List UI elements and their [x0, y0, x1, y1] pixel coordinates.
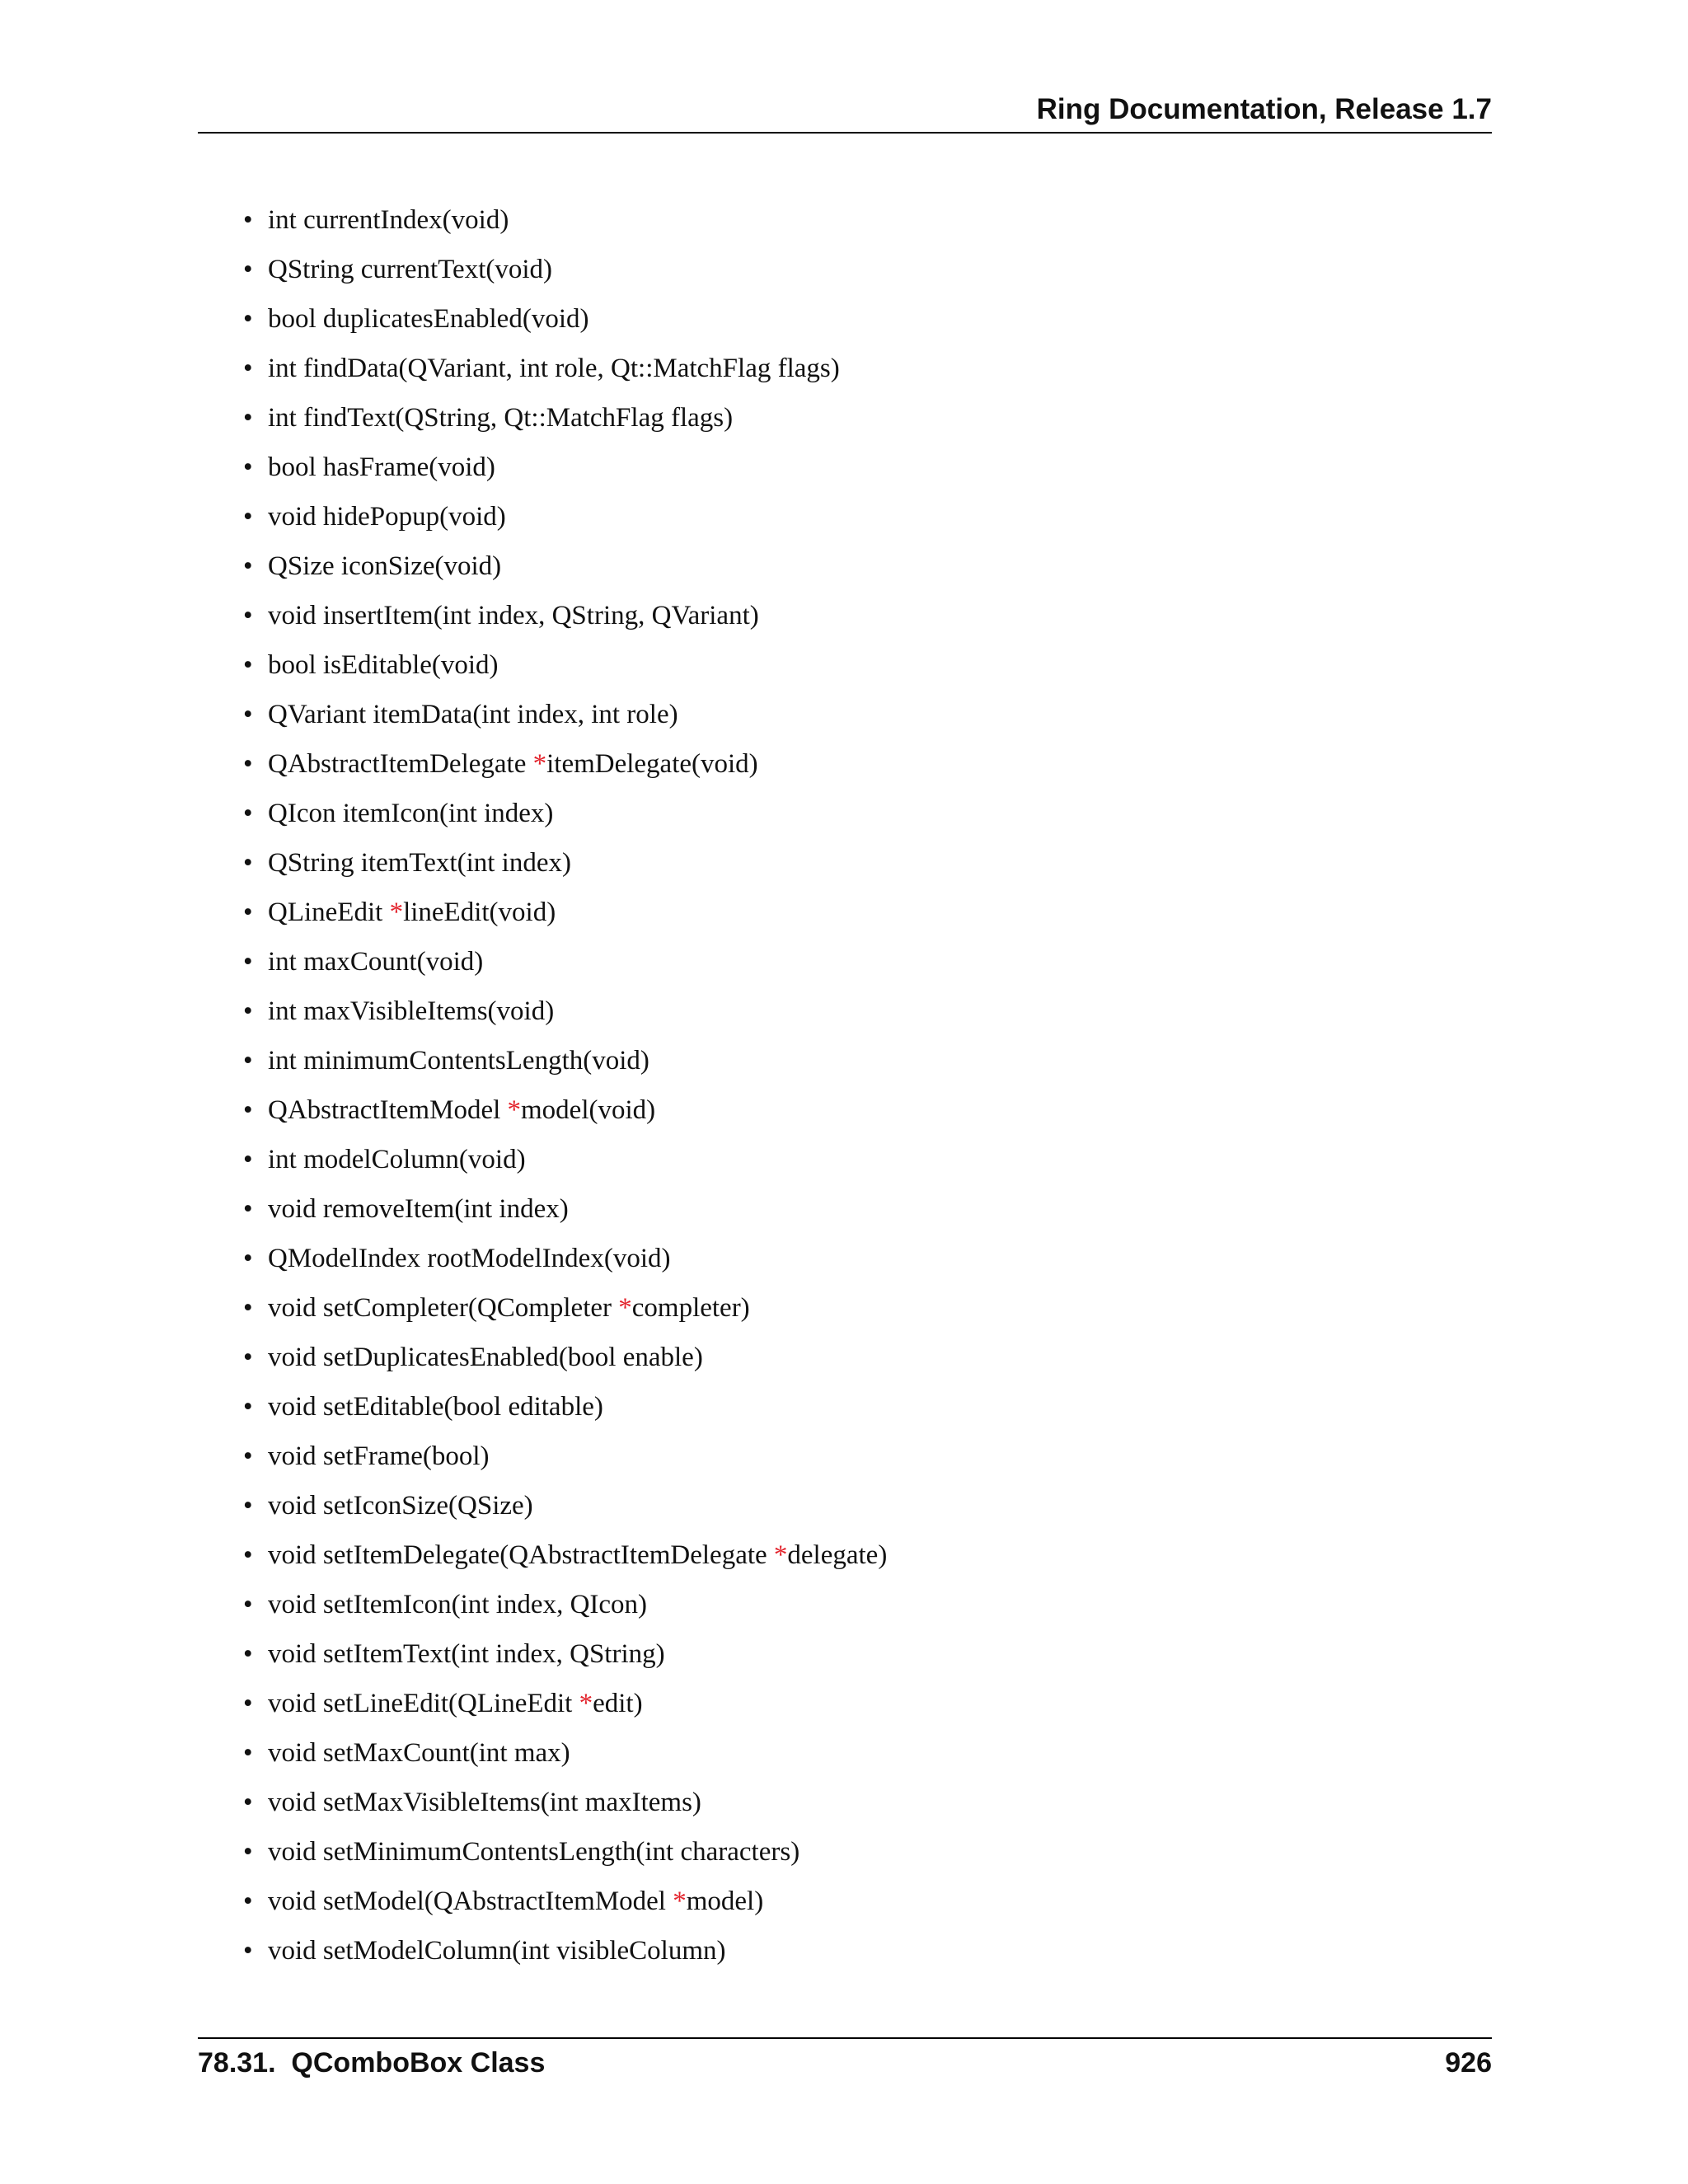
page-header	[198, 89, 1492, 134]
method-signature: void hidePopup(void)	[268, 502, 506, 532]
pointer-star: *	[618, 1293, 632, 1323]
list-item	[243, 1679, 887, 1728]
bullet-icon: •	[243, 452, 253, 482]
method-signature: void setDuplicatesEnabled(bool enable)	[268, 1343, 703, 1372]
method-signature: QString currentText(void)	[268, 255, 553, 284]
bullet-icon: •	[243, 1392, 253, 1422]
list-item	[243, 937, 887, 987]
list-item	[243, 591, 887, 640]
method-signature: QIcon itemIcon(int index)	[268, 799, 554, 828]
method-signature: bool isEditable(void)	[268, 650, 499, 680]
method-signature-pre: QLineEdit	[268, 898, 390, 927]
bullet-icon: •	[243, 1886, 253, 1916]
list-item	[243, 1036, 887, 1085]
method-signature-post: edit)	[593, 1689, 643, 1718]
page-number: 926	[1445, 2047, 1492, 2079]
list-item	[243, 245, 887, 294]
list-item	[243, 294, 887, 344]
list-item	[243, 1432, 887, 1481]
method-list	[243, 195, 887, 1975]
bullet-icon: •	[243, 1936, 253, 1966]
method-signature: void setMaxCount(int max)	[268, 1738, 570, 1768]
bullet-icon: •	[243, 304, 253, 334]
list-item	[243, 1926, 887, 1975]
list-item	[243, 541, 887, 591]
bullet-icon: •	[243, 1738, 253, 1768]
method-signature: bool hasFrame(void)	[268, 452, 495, 482]
bullet-icon: •	[243, 502, 253, 532]
bullet-icon: •	[243, 1590, 253, 1619]
method-signature-post: completer)	[631, 1293, 750, 1323]
method-signature: int findData(QVariant, int role, Qt::MatchFlag flags)	[268, 354, 840, 383]
bullet-icon: •	[243, 996, 253, 1026]
method-signature: void insertItem(int index, QString, QVariant)	[268, 601, 759, 630]
method-signature: void setItemText(int index, QString)	[268, 1639, 665, 1669]
list-item	[243, 739, 887, 789]
list-item	[243, 1283, 887, 1333]
method-signature-pre: void setLineEdit(QLineEdit	[268, 1689, 579, 1718]
bullet-icon: •	[243, 601, 253, 630]
bullet-icon: •	[243, 403, 253, 433]
list-item	[243, 1135, 887, 1184]
method-signature-pre: void setItemDelegate(QAbstractItemDelegate	[268, 1540, 774, 1570]
method-signature: QSize iconSize(void)	[268, 551, 502, 581]
list-item	[243, 443, 887, 492]
list-item	[243, 1728, 887, 1778]
bullet-icon: •	[243, 255, 253, 284]
list-item	[243, 1382, 887, 1432]
method-signature: void setIconSize(QSize)	[268, 1491, 533, 1521]
method-signature: void setItemIcon(int index, QIcon)	[268, 1590, 648, 1619]
bullet-icon: •	[243, 650, 253, 680]
page-footer	[198, 2037, 1492, 2080]
list-item	[243, 1234, 887, 1283]
bullet-icon: •	[243, 1837, 253, 1867]
method-signature-post: model(void)	[521, 1095, 656, 1125]
method-signature: void removeItem(int index)	[268, 1194, 569, 1224]
method-signature: void setMinimumContentsLength(int characters)	[268, 1837, 800, 1867]
bullet-icon: •	[243, 1194, 253, 1224]
list-item	[243, 1333, 887, 1382]
pointer-star: *	[773, 1540, 788, 1570]
bullet-icon: •	[243, 1244, 253, 1273]
bullet-icon: •	[243, 700, 253, 729]
bullet-icon: •	[243, 898, 253, 927]
method-signature: void setModelColumn(int visibleColumn)	[268, 1936, 726, 1966]
list-item	[243, 888, 887, 937]
method-signature: int modelColumn(void)	[268, 1145, 526, 1174]
list-item	[243, 1827, 887, 1877]
list-item	[243, 1580, 887, 1629]
method-signature: void setEditable(bool editable)	[268, 1392, 603, 1422]
method-signature-post: itemDelegate(void)	[546, 749, 758, 779]
list-item	[243, 1629, 887, 1679]
method-signature-pre: QAbstractItemDelegate	[268, 749, 533, 779]
list-item	[243, 1184, 887, 1234]
bullet-icon: •	[243, 1441, 253, 1471]
list-item	[243, 492, 887, 541]
pointer-star: *	[673, 1886, 687, 1916]
method-signature-post: delegate)	[787, 1540, 888, 1570]
bullet-icon: •	[243, 551, 253, 581]
method-signature: void setMaxVisibleItems(int maxItems)	[268, 1788, 701, 1817]
list-item	[243, 195, 887, 245]
method-signature-post: model)	[686, 1886, 764, 1916]
pointer-star: *	[532, 749, 547, 779]
document-title: Ring Documentation, Release 1.7	[1036, 93, 1492, 125]
bullet-icon: •	[243, 749, 253, 779]
pointer-star: *	[507, 1095, 522, 1125]
method-signature-post: lineEdit(void)	[403, 898, 556, 927]
bullet-icon: •	[243, 1491, 253, 1521]
list-item	[243, 1481, 887, 1530]
pointer-star: *	[389, 898, 404, 927]
method-signature: int maxCount(void)	[268, 947, 484, 977]
bullet-icon: •	[243, 799, 253, 828]
method-signature: int minimumContentsLength(void)	[268, 1046, 649, 1076]
bullet-icon: •	[243, 1046, 253, 1076]
bullet-icon: •	[243, 1540, 253, 1570]
list-item	[243, 393, 887, 443]
method-signature: int findText(QString, Qt::MatchFlag flags)	[268, 403, 734, 433]
bullet-icon: •	[243, 1095, 253, 1125]
bullet-icon: •	[243, 947, 253, 977]
list-item	[243, 344, 887, 393]
list-item	[243, 838, 887, 888]
bullet-icon: •	[243, 1293, 253, 1323]
bullet-icon: •	[243, 1639, 253, 1669]
list-item	[243, 640, 887, 690]
method-signature-pre: QAbstractItemModel	[268, 1095, 508, 1125]
method-signature: QString itemText(int index)	[268, 848, 571, 878]
method-signature-pre: void setModel(QAbstractItemModel	[268, 1886, 673, 1916]
section-title: 78.31. QComboBox Class	[198, 2047, 546, 2079]
list-item	[243, 987, 887, 1036]
bullet-icon: •	[243, 848, 253, 878]
method-signature: int currentIndex(void)	[268, 205, 509, 235]
list-item	[243, 1530, 887, 1580]
list-item	[243, 789, 887, 838]
list-item	[243, 690, 887, 739]
method-signature: int maxVisibleItems(void)	[268, 996, 555, 1026]
method-signature: QModelIndex rootModelIndex(void)	[268, 1244, 671, 1273]
list-item	[243, 1778, 887, 1827]
bullet-icon: •	[243, 354, 253, 383]
bullet-icon: •	[243, 1788, 253, 1817]
bullet-icon: •	[243, 1689, 253, 1718]
list-item	[243, 1877, 887, 1926]
method-signature: QVariant itemData(int index, int role)	[268, 700, 678, 729]
bullet-icon: •	[243, 1145, 253, 1174]
list-item	[243, 1085, 887, 1135]
method-signature: bool duplicatesEnabled(void)	[268, 304, 589, 334]
method-signature: void setFrame(bool)	[268, 1441, 490, 1471]
bullet-icon: •	[243, 205, 253, 235]
pointer-star: *	[579, 1689, 593, 1718]
bullet-icon: •	[243, 1343, 253, 1372]
method-signature-pre: void setCompleter(QCompleter	[268, 1293, 619, 1323]
